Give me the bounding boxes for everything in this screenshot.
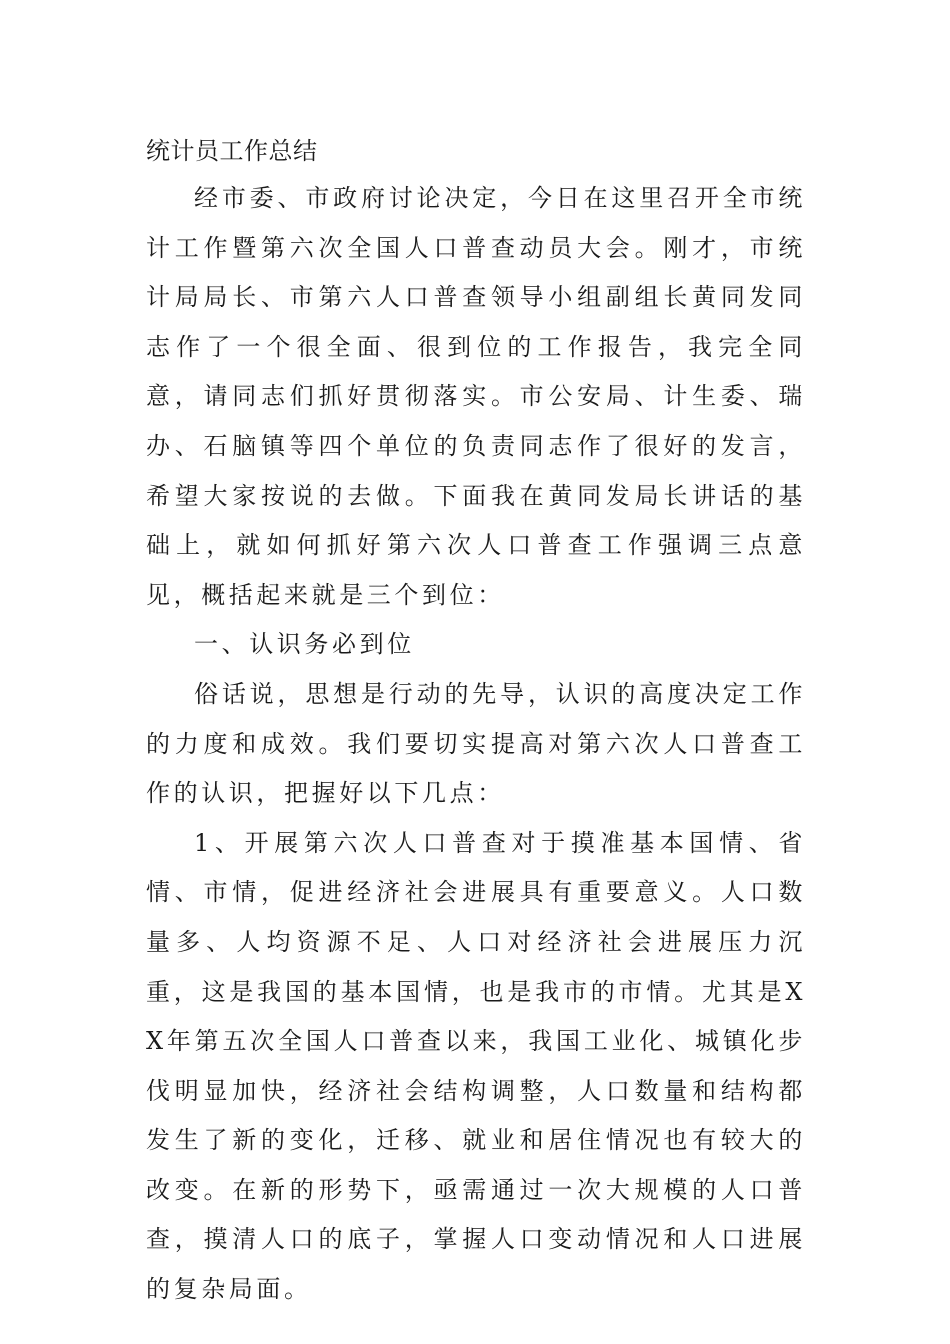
document-page: [146, 128, 806, 1315]
paragraph-awareness: 俗话说，思想是行动的先导，认识的高度决定工作的力度和成效。我们要切实提高对第六次人口普查工作的认识，把握好以下几点：: [146, 679, 806, 808]
paragraph-point-1: 1、开展第六次人口普查对于摸准基本国情、省情、市情，促进经济社会进展具有重要意义。人口数量多、人均资源不足、人口对经济社会进展压力沉重，这是我国的基本国情，也是我市的市情。尤其是XX年第五次全国人口普查以来，我国工业化、城镇化步伐明显加快，经济社会结构调整，人口数量和结构都发生了新的变化，迁移、就业和居住情况也有较大的改变。在新的形势下，亟需通过一次大规模的人口普查，摸清人口的底子，掌握人口变动情况和人口进展的复杂局面。: [146, 828, 806, 1304]
document-title: 统计员工作总结: [146, 137, 318, 165]
paragraph-intro: 经市委、市政府讨论决定，今日在这里召开全市统计工作暨第六次全国人口普查动员大会。刚才，市统计局局长、市第六人口普查领导小组副组长黄同发同志作了一个很全面、很到位的工作报告，我完全同意，请同志们抓好贯彻落实。市公安局、计生委、瑞办、石脑镇等四个单位的负责同志作了很好的发言，希望大家按说的去做。下面我在黄同发局长讲话的基础上，就如何抓好第六次人口普查工作强调三点意见，概括起来就是三个到位：: [146, 184, 806, 609]
section-heading-1: 一、认识务必到位: [194, 630, 415, 659]
